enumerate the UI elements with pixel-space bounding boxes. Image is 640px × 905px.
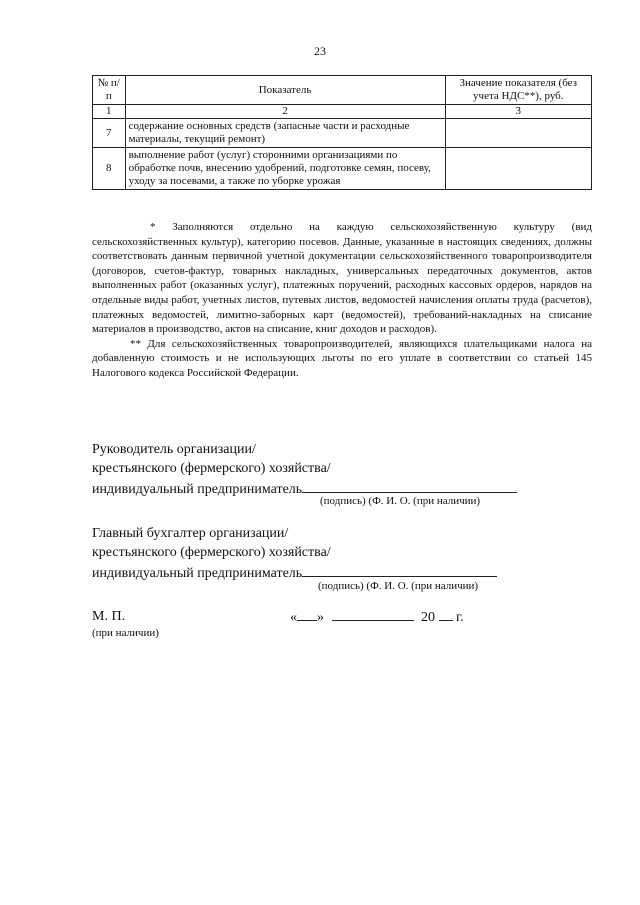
footnotes	[92, 220, 592, 381]
head-signature-block	[92, 440, 517, 499]
index-cell-2: 2	[125, 105, 445, 119]
row-indicator: выполнение работ (услуг) сторонними организациями по обработке почв, внесению удобрений, подготовке семян, посеву, уходу за посевами, а также по уборке урожая	[125, 148, 445, 190]
footnote-2: ** Для сельскохозяйственных товаропроизводителей, являющихся плательщиками налога на добавленную стоимость и не использующих льготы по его уплате в соответствии со статьей 145 Налогового кодекса Российской Федерации.	[92, 337, 592, 379]
index-cell-3: 3	[445, 105, 591, 119]
row-value[interactable]	[445, 119, 591, 148]
row-indicator: содержание основных средств (запасные части и расходные материалы, текущий ремонт)	[125, 119, 445, 148]
header-value: Значение показателя (без учета НДС**), руб.	[445, 76, 591, 105]
accountant-title-line3: индивидуальный предприниматель	[92, 566, 303, 581]
table-index-row	[93, 105, 592, 119]
head-title-line3: индивидуальный предприниматель	[92, 482, 303, 497]
table-row	[93, 148, 592, 190]
date-line	[290, 608, 464, 626]
accountant-signature-field[interactable]	[302, 562, 497, 577]
page-number: 23	[314, 44, 326, 58]
footnote-1: * Заполняются отдельно на каждую сельскохозяйственную культуру (вид сельскохозяйственных культур), категорию посевов. Данные, указанные в настоящих сведениях, должны соответствовать данным первичной учетной документации сельскохозяйственного товаропроизводителя (договоров, счетов-фактур, товарных накладных, универсальных передаточных документов, актов выполненных работ (оказанных услуг), платежных поручений, расходных кассовых ордеров, нарядов на отдельные виды работ, учетных листов, путевых листов, ведомостей начисления оплаты труда (расчетов), платежных ведомостей, лимитно-заборных карт (ведомостей), требований-накладных на списание материалов в производство, актов на списание, книг доходов и расходов).	[92, 221, 592, 336]
stamp-block	[92, 608, 159, 640]
table-header-row	[93, 76, 592, 105]
header-num: № п/п	[93, 76, 126, 105]
indicators-table	[92, 75, 592, 190]
row-value[interactable]	[445, 148, 591, 190]
table-row	[93, 119, 592, 148]
accountant-signature-caption: (подпись) (Ф. И. О. (при наличии)	[318, 580, 479, 592]
stamp-label: М. П.	[92, 609, 126, 624]
date-day-field[interactable]	[297, 608, 317, 621]
date-month-field[interactable]	[332, 608, 414, 621]
head-signature-caption: (подпись) (Ф. И. О. (при наличии)	[320, 495, 481, 507]
head-signature-field[interactable]	[302, 478, 517, 493]
index-cell-1: 1	[93, 105, 126, 119]
date-open-quote: «	[290, 610, 297, 625]
accountant-title-line1: Главный бухгалтер организации/	[92, 526, 289, 541]
stamp-sub: (при наличии)	[92, 627, 159, 639]
date-close-quote: »	[317, 610, 324, 625]
row-num: 7	[93, 119, 126, 148]
row-num: 8	[93, 148, 126, 190]
accountant-signature-block	[92, 524, 497, 583]
head-title-line1: Руководитель организации/	[92, 442, 256, 457]
header-indicator: Показатель	[125, 76, 445, 105]
head-title-line2: крестьянского (фермерского) хозяйства/	[92, 461, 331, 476]
accountant-title-line2: крестьянского (фермерского) хозяйства/	[92, 545, 331, 560]
date-year-suffix: г.	[456, 610, 464, 625]
date-year-prefix: 20	[421, 610, 435, 625]
date-year-field[interactable]	[439, 608, 453, 621]
